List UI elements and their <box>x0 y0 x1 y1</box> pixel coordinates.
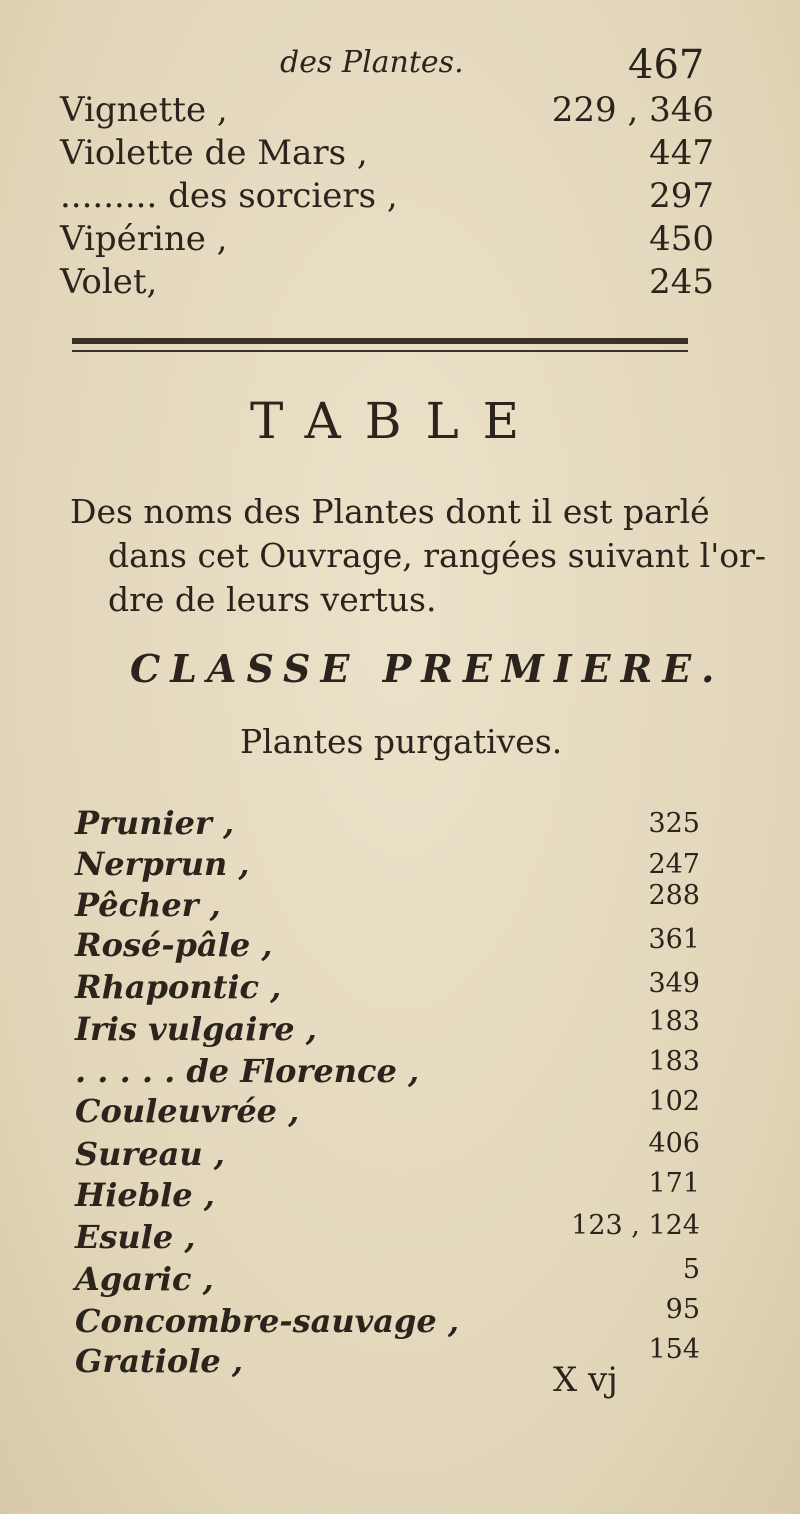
plant-page: 247 <box>648 849 700 880</box>
plant-page: 349 <box>648 968 700 999</box>
index-entry-label: Volet, <box>60 262 158 302</box>
plant-page: 288 <box>648 880 700 911</box>
description-line: dre de leurs vertus. <box>108 580 437 619</box>
class-heading: CLASSE PREMIERE. <box>130 646 725 691</box>
plant-name: Sureau , <box>75 1135 225 1173</box>
index-entry-label: Vipérine , <box>60 219 228 259</box>
plant-page: 123 , 124 <box>571 1210 700 1241</box>
index-entry-label: Violette de Mars , <box>60 133 368 173</box>
plant-name: Nerprun , <box>75 845 250 883</box>
index-entry-pages: 447 <box>649 133 714 173</box>
plant-name: Pêcher , <box>75 886 221 924</box>
plant-page: 183 <box>648 1006 700 1037</box>
ornamental-rule-thick <box>72 338 688 344</box>
plant-name: Iris vulgaire , <box>75 1010 317 1048</box>
plant-page: 406 <box>648 1128 700 1159</box>
plant-page: 154 <box>648 1334 700 1365</box>
index-entry-label: ......... des sorciers , <box>60 176 398 216</box>
page-number: 467 <box>628 42 705 88</box>
plant-name: Hieble , <box>75 1176 215 1214</box>
plant-name: Prunier , <box>75 804 235 842</box>
plant-page: 325 <box>648 808 700 839</box>
ornamental-rule-thin <box>72 350 688 352</box>
index-entry-pages: 297 <box>649 176 714 216</box>
plant-name: Gratiole , <box>75 1342 243 1380</box>
signature-mark: X vj <box>553 1360 618 1400</box>
plant-page: 183 <box>648 1046 700 1077</box>
running-title: des Plantes. <box>280 45 464 80</box>
index-entry-label: Vignette , <box>60 90 228 130</box>
index-entry-pages: 229 , 346 <box>551 90 714 130</box>
plant-name: Couleuvrée , <box>75 1092 300 1130</box>
description-line: dans cet Ouvrage, rangées suivant l'or- <box>108 536 767 575</box>
plant-page: 95 <box>665 1294 700 1325</box>
plant-page: 5 <box>682 1254 700 1285</box>
plant-name: Concombre-sauvage , <box>75 1302 459 1340</box>
plant-name: Agaric , <box>75 1260 214 1298</box>
plant-page: 171 <box>648 1168 700 1199</box>
table-heading: TABLE <box>250 392 544 450</box>
description-line: Des noms des Plantes dont il est parlé <box>70 492 710 531</box>
section-subheading: Plantes purgatives. <box>240 722 563 761</box>
plant-name: Esule , <box>75 1218 196 1256</box>
plant-page: 102 <box>648 1086 700 1117</box>
plant-page: 361 <box>648 924 700 955</box>
index-entry-pages: 450 <box>649 219 714 259</box>
plant-name: Rosé-pâle , <box>75 926 273 964</box>
plant-name: Rhapontic , <box>75 968 282 1006</box>
plant-name: . . . . . de Florence , <box>75 1052 420 1090</box>
index-entry-pages: 245 <box>649 262 714 302</box>
